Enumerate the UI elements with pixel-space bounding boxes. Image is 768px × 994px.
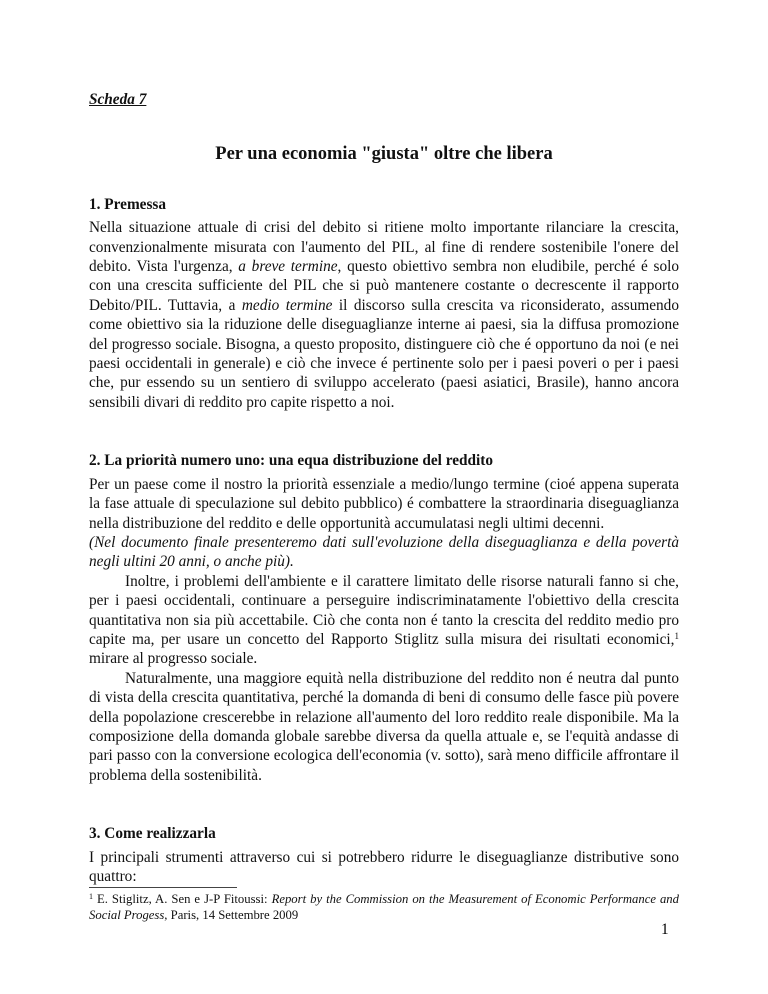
page-number: 1 bbox=[661, 921, 669, 938]
section-2-paragraph-3: Naturalmente, una maggiore equità nella distribuzione del reddito non é neutra dal punto di vista della crescita quantitativa, perché la domanda di beni di consumo delle fasce più povere della popolazione crescerebbe in relazione all'aumento del loro reddito reale disponibile. Ma la composizione della domanda globale sarebbe diversa da quella attuale e, se l'equità andasse di pari passo con la conversione ecologica dell'economia (v. sotto), sarà meno difficile affrontare il problema della sostenibilità. bbox=[89, 669, 679, 784]
document-page bbox=[89, 90, 679, 923]
emphasis-text: medio termine bbox=[241, 296, 333, 314]
footnote-reference: 1 bbox=[674, 630, 679, 641]
emphasis-text: a breve termine bbox=[238, 258, 338, 276]
footnote-marker: 1 bbox=[89, 892, 93, 902]
scheda-label: Scheda 7 bbox=[89, 91, 147, 108]
text-run: , questo obiettivo sembra non eludibile, perché é solo con una crescita sufficiente del PIL che si può mantenere costante o decrescente il rapporto Debito/PIL. Tuttavia, a bbox=[89, 258, 679, 314]
text-run: Inoltre, i problemi dell'ambiente e il carattere limitato delle risorse naturali fanno si che, per i paesi occidentali, continuare a perseguire indiscriminatamente l'obiettivo della crescita quantitativa non sia più accettabile. Ciò che conta non é tanto la crescita del reddito medio pro capite ma, per usare un concetto del Rapporto Stiglitz sulla misura dei risultati economici, bbox=[89, 572, 679, 648]
footnote-authors: E. Stiglitz, A. Sen e J-P Fitoussi: bbox=[93, 892, 272, 907]
footnote bbox=[89, 891, 679, 923]
text-run: il discorso sulla crescita va riconsiderato, assumendo come obiettivo sia la riduzione delle diseguaglianze interne ai paesi, sia la diffusa promozione del progresso sociale. Bisogna, a questo proposito, distinguere ciò che é opportuno da noi (e nei paesi occidentali in generale) e ciò che invece é pertinente solo per i paesi poveri o per i paesi che, pur essendo su un sentiero di sviluppo accelerato (paesi asiatici, Brasile), hanno ancora sensibili divari di reddito pro capite rispetto a noi. bbox=[89, 296, 679, 411]
section-2-editorial-note: (Nel documento finale presenteremo dati sull'evoluzione della diseguaglianza e della povertà negli ultini 20 anni, o anche più). bbox=[89, 533, 679, 571]
footnote-report-title: Report by the Commission on the Measurement of Economic Performance and Social Progess bbox=[89, 892, 679, 923]
section-2-paragraph-1: Per un paese come il nostro la priorità essenziale a medio/lungo termine (cioé appena superata la fase attuale di speculazione sul debito pubblico) é combattere la straordinaria diseguaglianza nella distribuzione del reddito e delle opportunità accumulatasi negli ultimi decenni. bbox=[89, 475, 679, 532]
section-3-paragraph: I principali strumenti attraverso cui si potrebbero ridurre le diseguaglianze distributive sono quattro: bbox=[89, 848, 679, 885]
footnote-divider bbox=[89, 887, 237, 888]
text-run: Nella situazione attuale di crisi del debito si ritiene molto importante rilanciare la crescita, convenzionalmente misurata con l'aumento del PIL, al fine di rendere sostenibile l'onere del debito. Vista l'urgenza, bbox=[89, 219, 679, 276]
text-run: mirare al progresso sociale. bbox=[89, 650, 258, 668]
section-2-heading: 2. La priorità numero uno: una equa distribuzione del reddito bbox=[89, 452, 494, 470]
section-3-heading: 3. Come realizzarla bbox=[89, 825, 216, 843]
section-1-heading: 1. Premessa bbox=[89, 195, 167, 213]
footnote-details: , Paris, 14 Settembre 2009 bbox=[164, 908, 299, 923]
section-1-paragraph bbox=[89, 218, 679, 412]
document-title: Per una economia "giusta" oltre che libera bbox=[215, 144, 553, 165]
section-2-paragraph-2 bbox=[89, 572, 679, 669]
